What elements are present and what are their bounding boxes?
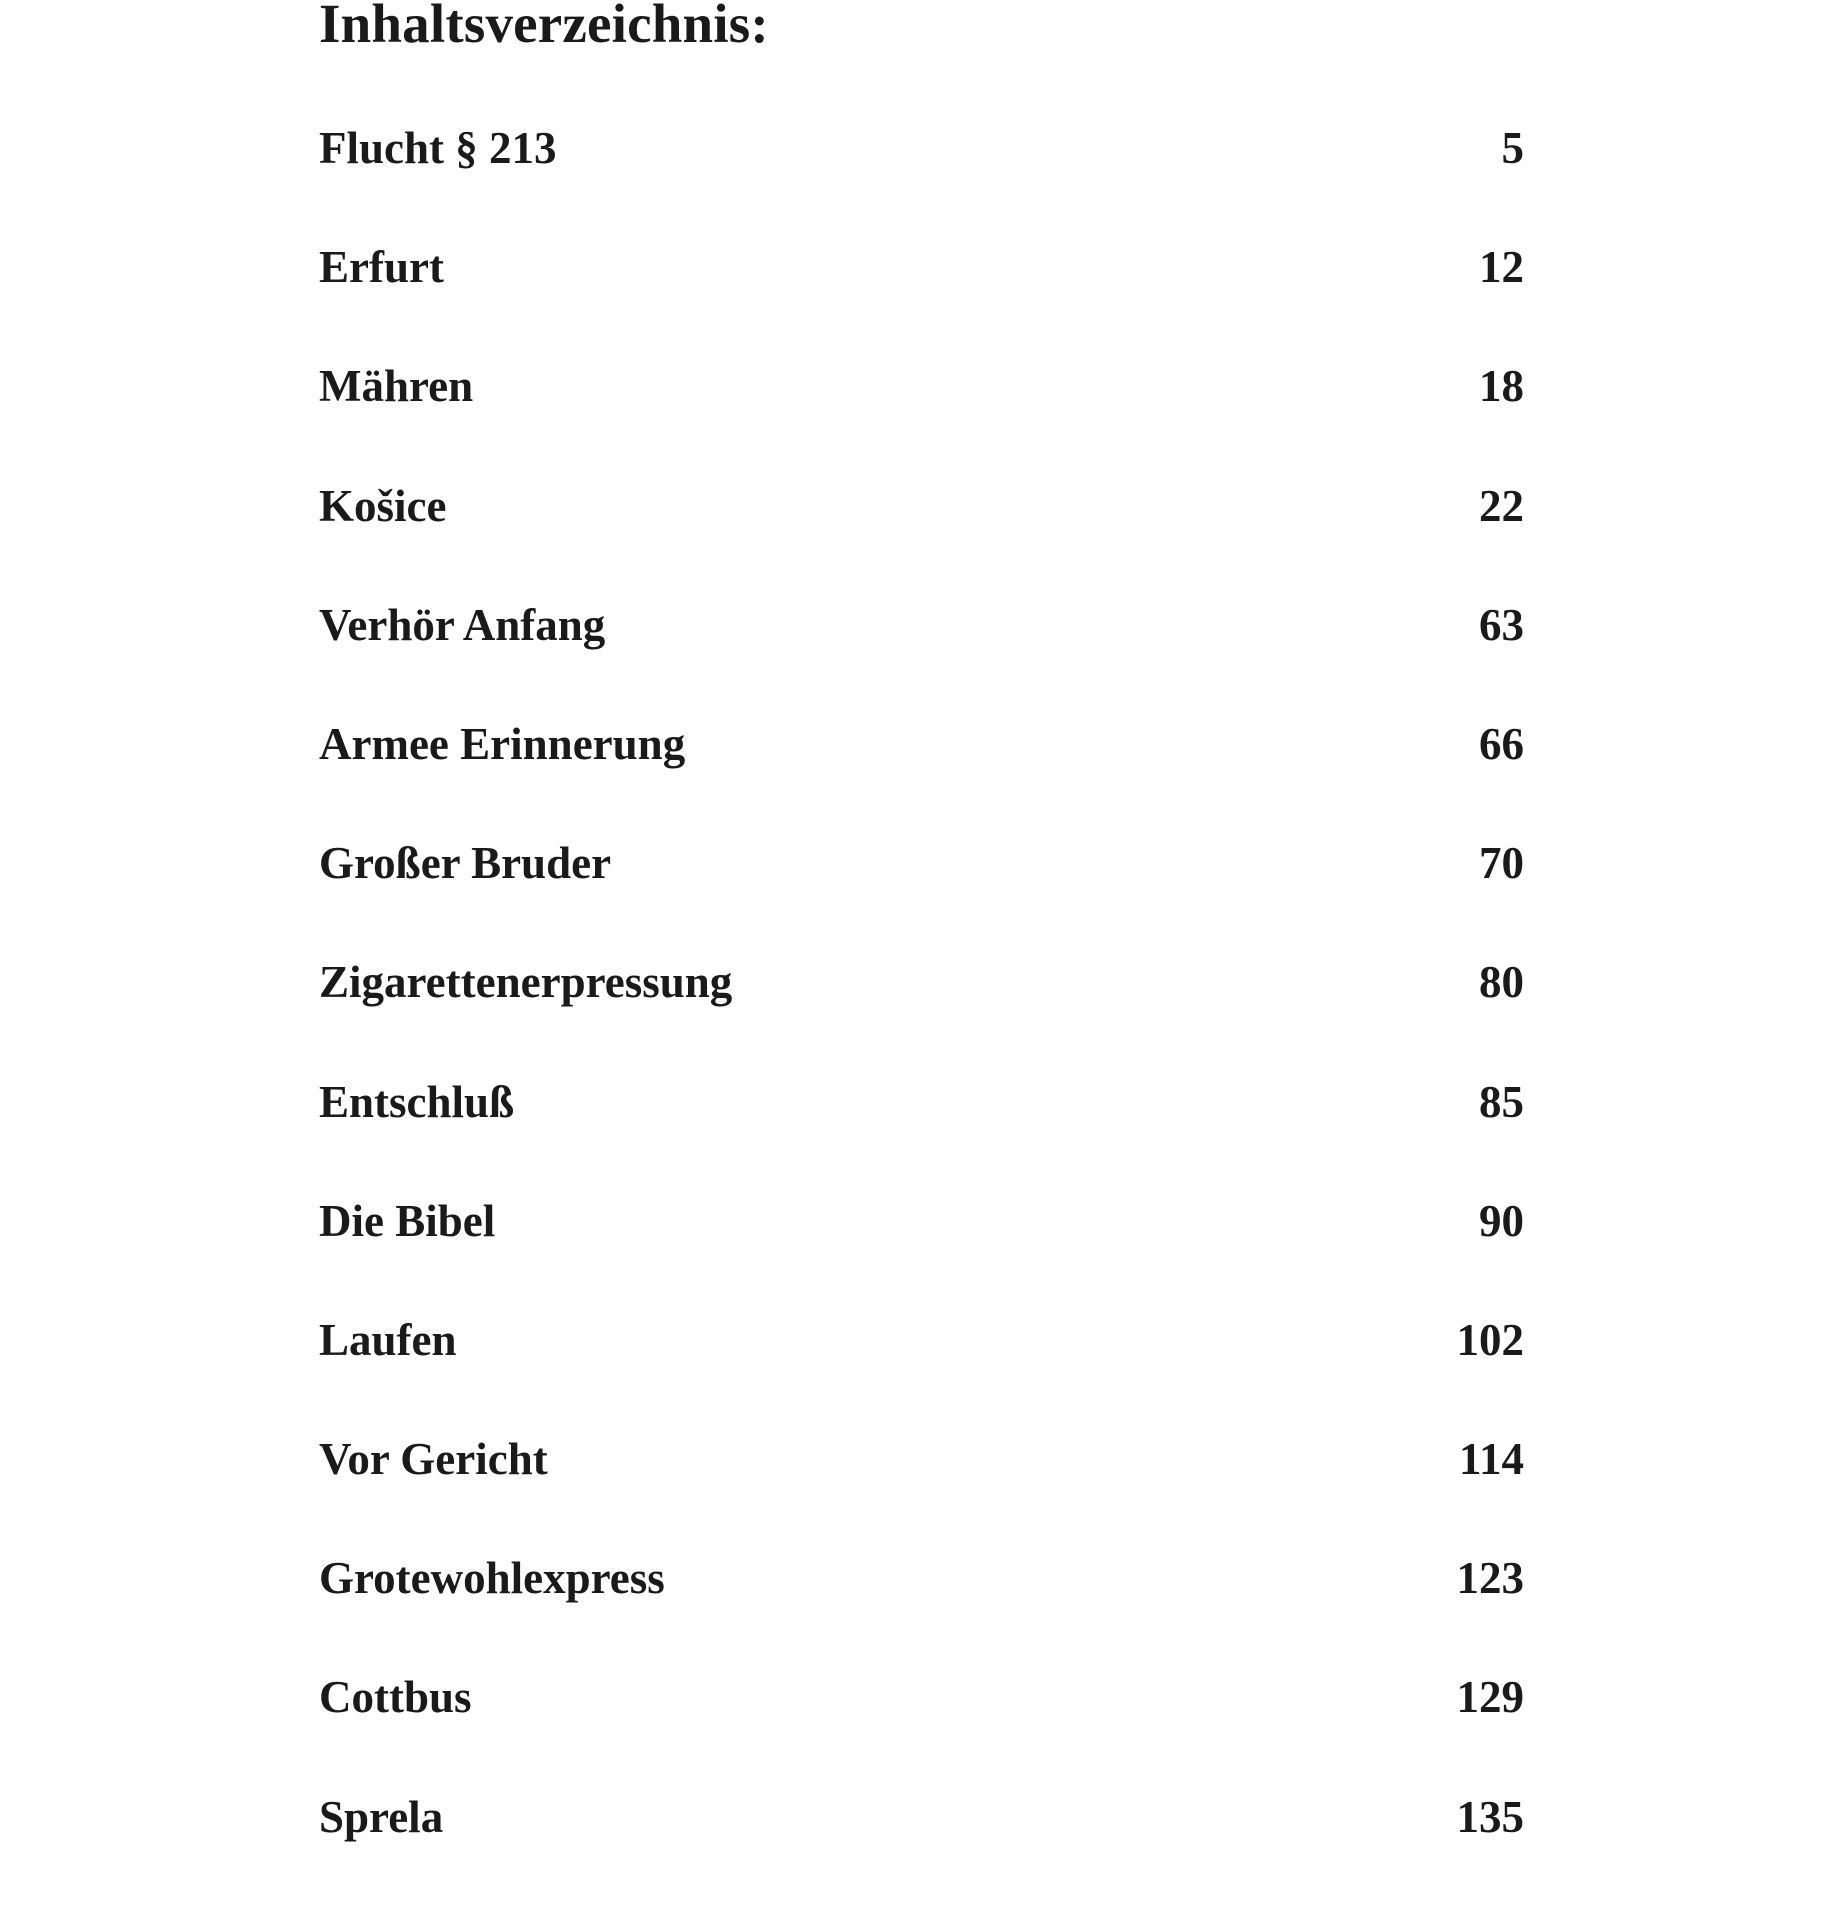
toc-entry xyxy=(319,1787,1524,1906)
toc-entry-title: Flucht § 213 xyxy=(319,123,557,173)
toc-entry xyxy=(319,1191,1524,1310)
toc-entry-page-number: 18 xyxy=(1479,361,1524,412)
toc-entry xyxy=(319,595,1524,714)
toc-entry-page-number: 66 xyxy=(1479,718,1524,769)
toc-heading: Inhaltsverzeichnis: xyxy=(319,0,769,54)
toc-entry-title: Mähren xyxy=(319,361,474,412)
toc-entry-page-number: 129 xyxy=(1456,1672,1524,1723)
toc-entry-title: Sprela xyxy=(319,1791,444,1842)
toc-entry-title: Laufen xyxy=(319,1314,457,1365)
toc-entry-page-number: 12 xyxy=(1479,242,1524,293)
toc-entry-title: Košice xyxy=(319,480,447,531)
toc-entry xyxy=(319,237,1524,356)
toc-entry-title: Zigarettenerpressung xyxy=(319,957,733,1008)
toc-entry xyxy=(319,714,1524,833)
toc-entry-page-number: 85 xyxy=(1479,1076,1524,1127)
toc-entry-page-number: 22 xyxy=(1479,480,1524,531)
toc-entry xyxy=(319,476,1524,595)
toc-entry xyxy=(319,118,1524,237)
toc-entry-title: Die Bibel xyxy=(319,1195,496,1246)
toc-entry-page-number: 114 xyxy=(1458,1434,1524,1485)
toc-entry xyxy=(319,952,1524,1071)
toc-entry-page-number: 80 xyxy=(1479,957,1524,1008)
toc-entry-title: Großer Bruder xyxy=(319,838,612,889)
toc-entry xyxy=(319,833,1524,952)
toc-entry-title: Verhör Anfang xyxy=(319,599,606,650)
toc-entry-page-number: 5 xyxy=(1501,123,1524,173)
toc-entry xyxy=(319,356,1524,475)
toc-entry-title: Armee Erinnerung xyxy=(319,718,686,769)
toc-entry-page-number: 135 xyxy=(1456,1791,1524,1842)
toc-entry-page-number: 102 xyxy=(1456,1314,1524,1365)
toc-entry xyxy=(319,1548,1524,1667)
toc-entry-title: Erfurt xyxy=(319,242,444,293)
toc-entry xyxy=(319,1072,1524,1191)
toc-entry-title: Vor Gericht xyxy=(319,1434,548,1485)
toc-entry-page-number: 90 xyxy=(1479,1195,1524,1246)
toc-entry xyxy=(319,1667,1524,1786)
toc-list xyxy=(319,118,1524,1906)
toc-entry xyxy=(319,1429,1524,1548)
toc-entry xyxy=(319,1310,1524,1429)
toc-entry-page-number: 123 xyxy=(1456,1553,1524,1604)
toc-entry-title: Cottbus xyxy=(319,1672,472,1723)
toc-entry-page-number: 70 xyxy=(1479,838,1524,889)
toc-entry-page-number: 63 xyxy=(1479,599,1524,650)
toc-entry-title: Grotewohlexpress xyxy=(319,1553,665,1604)
toc-entry-title: Entschluß xyxy=(319,1076,515,1127)
